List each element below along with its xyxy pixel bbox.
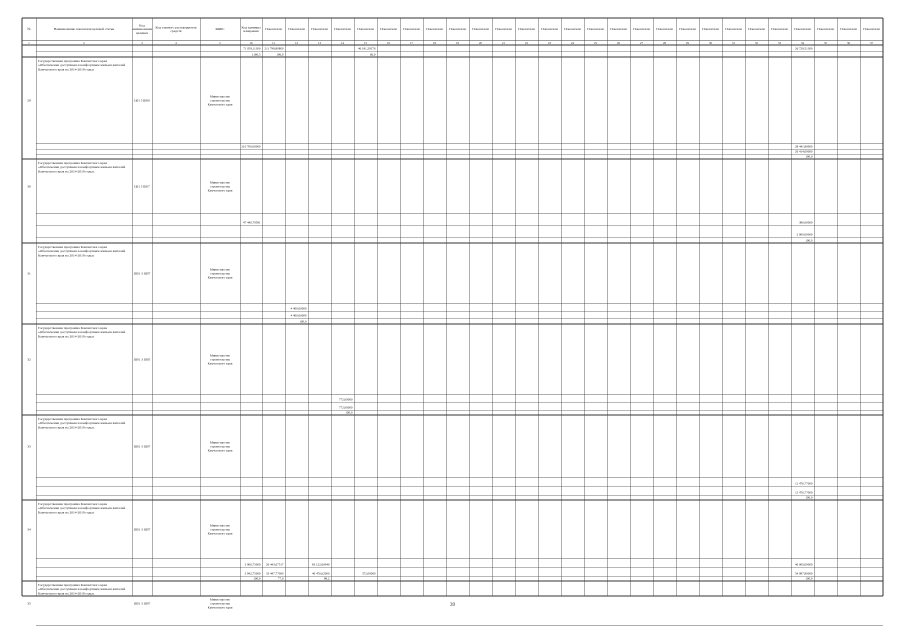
row-description: Камчатского края на 2014-2019 годы»	[38, 425, 95, 430]
column-number: 17	[410, 40, 413, 45]
responsible-body: строительства	[210, 601, 230, 606]
column-header: Показатели	[840, 27, 857, 32]
column-header: Показатели	[495, 27, 512, 32]
column-header: Показатели	[863, 27, 880, 32]
row-number: 33	[27, 444, 31, 449]
target-code: Ц01 5 Ш07	[134, 184, 150, 189]
column-number: 1	[28, 40, 30, 45]
column-header: Показатели	[426, 27, 443, 32]
row-description: Государственная программа Камчатского края	[38, 245, 107, 249]
responsible-body: Министерство	[209, 267, 231, 272]
column-number: 13	[318, 40, 321, 45]
value-cell: 46 000,00000	[794, 562, 813, 567]
responsible-body: Камчатского края	[207, 361, 233, 366]
row-description: «Обеспечение доступным и комфортным жильем жителей	[38, 421, 126, 426]
column-header: №	[27, 27, 31, 32]
value-cell: 100,0	[299, 319, 307, 324]
column-header: Код	[139, 23, 145, 28]
row-description: «Обеспечение доступным и комфортным жильем жителей	[38, 165, 126, 170]
row-description: Камчатского края на 2014-2019 годы»	[38, 510, 95, 515]
row-description: Государственная программа Камчатского края	[38, 161, 107, 165]
responsible-body: Камчатского края	[207, 531, 233, 536]
column-header: Код главного распорядителя	[155, 25, 197, 30]
responsible-body: Камчатского края	[207, 188, 233, 193]
column-header: Показатели	[702, 27, 719, 32]
column-header: Показатели	[357, 27, 374, 32]
value-cell: 26 443,07517	[265, 562, 284, 567]
column-number: 16	[387, 40, 390, 45]
column-number: 35	[824, 40, 827, 45]
column-header: Показатели	[265, 27, 282, 32]
column-header: Показатели	[311, 27, 328, 32]
value-cell: 83 122,60940	[311, 562, 330, 567]
value-cell: 33 447,77000	[265, 571, 284, 576]
column-number: 4	[175, 40, 177, 45]
responsible-body: Министерство	[209, 523, 231, 528]
responsible-body: строительства	[210, 527, 230, 532]
column-header: Показатели	[587, 27, 604, 32]
responsible-body: Камчатского края	[207, 275, 233, 280]
row-description: Камчатского края на 2014-2019 годы»	[38, 253, 95, 258]
responsible-body: Министерство	[209, 597, 231, 602]
row-description: Государственная программа Камчатского края	[38, 326, 107, 330]
row-description: «Обеспечение доступным и комфортным жильем жителей	[38, 506, 126, 511]
column-header: КФБС	[215, 27, 225, 32]
column-number: 16	[249, 40, 253, 45]
column-header: Показатели	[817, 27, 834, 32]
value-cell: 100,0	[345, 410, 353, 415]
value-cell: 11 476,77000	[795, 481, 813, 486]
row-description: «Обеспечение доступным и комфортным жильем жителей	[38, 587, 126, 592]
column-header: Показатели	[334, 27, 351, 32]
value-cell: 100,0	[805, 154, 813, 159]
value-cell: 26 414,00000	[794, 149, 813, 154]
responsible-body: Камчатского края	[207, 605, 233, 610]
column-header: Показатели	[288, 27, 305, 32]
value-cell: 100,0	[805, 576, 813, 581]
row-description: Государственная программа Камчатского края	[38, 583, 107, 587]
column-number: 12	[295, 40, 298, 45]
value-cell: 26 729,51300	[794, 46, 813, 51]
column-header: Код единицы	[241, 25, 261, 30]
column-header: Показатели	[564, 27, 581, 32]
responsible-body: строительства	[210, 98, 230, 103]
column-number: 15	[364, 40, 367, 45]
responsible-body: Камчатского края	[207, 102, 233, 107]
value-cell: 4 400,00000	[290, 313, 307, 318]
value-cell: 98,2	[323, 576, 330, 581]
row-description: «Обеспечение доступным и комфортным жильем жителей	[38, 330, 126, 335]
column-header: Наименование показателя целевой статьи	[53, 27, 115, 32]
column-number: 32	[755, 40, 758, 45]
column-number: 31	[732, 40, 735, 45]
column-header: Показатели	[794, 27, 811, 32]
column-number: 2	[83, 40, 85, 45]
column-header: Показатели	[518, 27, 535, 32]
column-number: 25	[594, 40, 597, 45]
value-cell: 4 400,00000	[290, 306, 307, 311]
row-description: Государственная программа Камчатского края	[38, 502, 107, 506]
value-cell: 11 476,77000	[795, 490, 813, 495]
column-header: Показатели	[656, 27, 673, 32]
row-description: «Обеспечение доступным и комфортным жильем жителей	[38, 249, 126, 254]
column-number: 18	[433, 40, 436, 45]
target-code: Ш01 3 Ш05	[133, 357, 151, 362]
column-number: 34	[801, 40, 804, 45]
value-cell: 46 181,29276	[357, 46, 376, 51]
value-cell: 380,00000	[798, 220, 813, 225]
page-number: 39	[450, 603, 455, 608]
row-description: Государственная программа Камчатского края	[38, 59, 107, 63]
value-cell: 106,0	[276, 52, 284, 57]
responsible-body: строительства	[210, 184, 230, 189]
column-number: 19	[456, 40, 459, 45]
column-header: Показатели	[725, 27, 742, 32]
column-header: Показатели	[403, 27, 420, 32]
row-description: Камчатского края на 2014-2019 годы»	[38, 67, 95, 72]
row-number: 31	[27, 271, 31, 276]
column-header: целевых	[135, 31, 149, 35]
target-code: Ш01 3 Ш07	[133, 271, 151, 276]
responsible-body: Министерство	[209, 353, 231, 358]
row-description: Камчатского края на 2014-2019 годы»	[38, 591, 95, 596]
responsible-body: строительства	[210, 357, 230, 362]
row-number: 32	[27, 357, 31, 362]
responsible-body: Министерство	[209, 94, 231, 99]
value-cell: 28 441,80000	[794, 144, 813, 149]
target-code: Ц01 5 Ш00	[134, 98, 150, 103]
value-cell: 100,0	[805, 238, 813, 243]
row-number: 35	[27, 601, 31, 606]
column-number: 36	[847, 40, 850, 45]
value-cell: 1160,5	[251, 52, 261, 57]
column-number: 14	[341, 40, 344, 45]
column-header: средств	[170, 29, 182, 34]
value-cell: 2 942,75000	[244, 571, 261, 576]
column-number: 3	[141, 40, 143, 45]
value-cell: 100,0	[253, 576, 261, 581]
target-code: Ш01 3 Ш07	[133, 527, 151, 532]
column-number: 26	[617, 40, 620, 45]
responsible-body: строительства	[210, 271, 230, 276]
value-cell: 54 087,80000	[794, 571, 813, 576]
target-code: Ш01 3 Ш07	[133, 601, 151, 606]
column-header: измерения	[243, 29, 259, 34]
value-cell: 47 440,79581	[242, 220, 261, 225]
row-description: Камчатского края на 2014-2019 годы»	[38, 334, 95, 339]
column-header: Показатели	[541, 27, 558, 32]
column-header: Показатели	[679, 27, 696, 32]
column-header: Показатели	[472, 27, 489, 32]
column-header: Показатели	[449, 27, 466, 32]
column-header: наименование	[131, 27, 153, 32]
responsible-body: Министерство	[209, 180, 231, 185]
column-header: Показатели	[633, 27, 650, 32]
value-cell: 71 059,11300	[243, 46, 261, 51]
column-header: Показатели	[748, 27, 765, 32]
row-number: 29	[27, 98, 31, 103]
value-cell: 211 798,80800	[264, 46, 284, 51]
column-number: 28	[663, 40, 666, 45]
row-description: Камчатского края на 2014-2019 годы»	[38, 169, 95, 174]
column-header: Показатели	[380, 27, 397, 32]
budget-table	[22, 18, 883, 610]
value-cell: 2 000,00000	[796, 232, 813, 237]
target-code: Ш01 3 Ш07	[133, 444, 151, 449]
value-cell: 772,00000	[338, 397, 353, 402]
column-number: 23	[548, 40, 551, 45]
value-cell: 772,00000	[338, 405, 353, 410]
responsible-body: строительства	[210, 444, 230, 449]
column-number: 22	[525, 40, 528, 45]
value-cell: 66,0	[369, 52, 376, 57]
row-description: «Обеспечение доступным и комфортным жильем жителей	[38, 63, 126, 68]
value-cell: 210 700,00000	[241, 144, 261, 149]
column-number: 20	[479, 40, 482, 45]
column-header: Показатели	[610, 27, 627, 32]
row-description: Государственная программа Камчатского края	[38, 417, 107, 421]
column-number: 24	[571, 40, 574, 45]
responsible-body: Камчатского края	[207, 448, 233, 453]
column-number: 33	[778, 40, 781, 45]
column-header: Показатели	[771, 27, 788, 32]
column-number: 30	[709, 40, 712, 45]
column-number: 29	[686, 40, 689, 45]
column-number: 11	[272, 40, 275, 45]
column-number: 37	[870, 40, 873, 45]
value-cell: 372,00000	[361, 571, 376, 576]
column-number: 5	[219, 40, 221, 45]
value-cell: 77,0	[277, 576, 284, 581]
column-number: 21	[502, 40, 505, 45]
responsible-body: Министерство	[209, 440, 231, 445]
row-number: 34	[27, 527, 31, 532]
value-cell: 46 476,62000	[311, 571, 330, 576]
column-number: 27	[640, 40, 643, 45]
row-number: 30	[27, 184, 31, 189]
value-cell: 2 906,75000	[244, 562, 261, 567]
value-cell: 100,0	[805, 495, 813, 500]
